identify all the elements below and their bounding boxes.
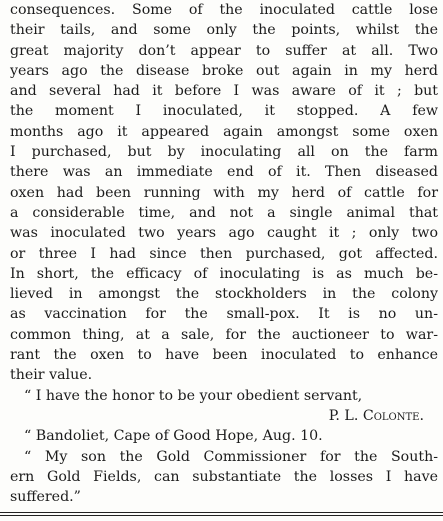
- postscript-line: “ My son the Gold Commissioner for the South-: [24, 448, 438, 465]
- body-line: years ago the disease broke out again in my herd: [10, 62, 438, 79]
- postscript-line-last: suffered.”: [10, 489, 81, 506]
- body-line: as vaccination for the small-pox. It is no un-: [10, 306, 438, 323]
- body-line: In short, the efficacy of inoculating is as much be-: [10, 265, 438, 282]
- body-line: great majority don’t appear to suffer at all. Two: [10, 42, 438, 59]
- article-body: [10, 0, 438, 507]
- closing-line: “ I have the honor to be your obedient servant,: [24, 387, 363, 404]
- body-line: there was an immediate end of it. Then diseased: [10, 164, 438, 181]
- signature: P. L. Colonte.: [328, 407, 424, 424]
- dateline: “ Bandoliet, Cape of Good Hope, Aug. 10.: [24, 428, 323, 445]
- body-line: I purchased, but by inoculating all on the farm: [10, 144, 438, 161]
- body-line: their tails, and some only the points, whilst the: [10, 22, 438, 39]
- body-line: oxen had been running with my herd of cattle for: [10, 184, 438, 201]
- body-line-last: their value.: [10, 367, 93, 384]
- body-line: common thing, at a sale, for the auctioneer to war-: [10, 326, 438, 343]
- bottom-rule-2: [0, 515, 443, 516]
- body-line: a considerable time, and not a single animal that: [10, 204, 438, 221]
- body-line: months ago it appeared again amongst some oxen: [10, 123, 438, 140]
- body-line: lieved in amongst the stockholders in the colony: [10, 286, 438, 303]
- body-line: or three I had since then purchased, got affected.: [10, 245, 438, 262]
- body-line: consequences. Some of the inoculated cattle lose: [10, 2, 438, 18]
- body-line: rant the oxen to have been inoculated to enhance: [10, 347, 438, 364]
- body-line: the moment I inoculated, it stopped. A few: [10, 103, 438, 120]
- bottom-rule: [0, 512, 443, 513]
- body-line: and several had it before I was aware of it ; but: [10, 83, 438, 100]
- body-line: was inoculated two years ago caught it ; only two: [10, 225, 438, 242]
- postscript-line: ern Gold Fields, can substantiate the losses I have: [10, 468, 438, 485]
